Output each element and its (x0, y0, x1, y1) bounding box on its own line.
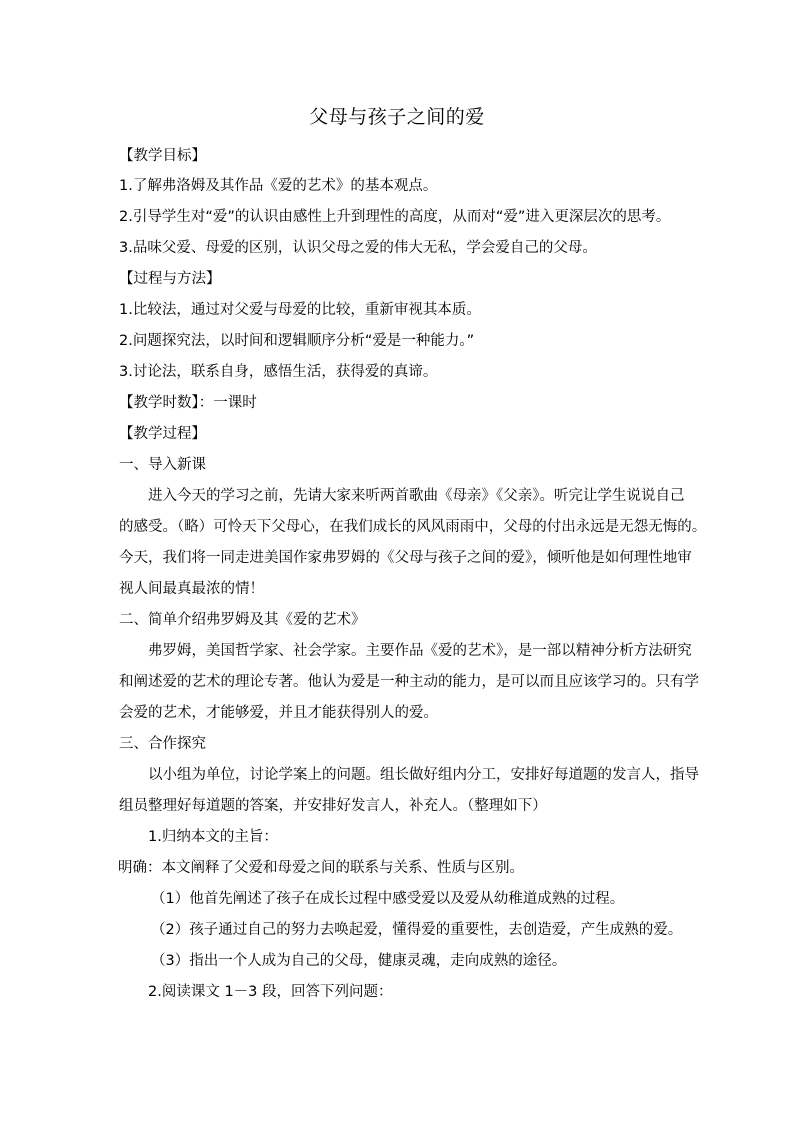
answer-point-1: （1）他首先阐述了孩子在成长过程中感受爱以及爱从幼稚道成熟的过程。 (151, 891, 625, 907)
objective-line-3: 3.品味父爱、母爱的区别，认识父母之爱的伟大无私，学会爱自己的父母。 (119, 240, 597, 256)
answer-clarification: 明确：本文阐释了父爱和母爱之间的联系与关系、性质与区别。 (118, 860, 524, 876)
subheading-cooperation: 三、合作探究 (119, 736, 206, 752)
section-heading-hours: 【教学时数】：一课时 (119, 395, 257, 411)
method-line-1: 1.比较法，通过对父爱与母爱的比较，重新审视其本质。 (119, 302, 481, 318)
paragraph-line: 和阐述爱的艺术的理论专著。他认为爱是一种主动的能力，是可以而且应该学习的。只有学 (119, 674, 699, 690)
paragraph-line: 今天，我们将一同走进美国作家弗罗姆的《父母与孩子之间的爱》，倾听他是如何理性地审 (119, 550, 692, 566)
subheading-author: 二、简单介绍弗罗姆及其《爱的艺术》 (119, 612, 366, 628)
question-2: 2.阅读课文 1－3 段，回答下列问题： (148, 984, 393, 1000)
document-title: 父母与孩子之间的爱 (309, 106, 485, 128)
answer-point-3: （3）指出一个人成为自己的父母，健康灵魂，走向成熟的途径。 (151, 953, 567, 969)
paragraph-line: 组员整理好每道题的答案，并安排好发言人，补充人。（整理如下） (119, 798, 547, 814)
section-heading-methods: 【过程与方法】 (119, 271, 221, 287)
paragraph-line: 会爱的艺术，才能够爱，并且才能获得别人的爱。 (119, 705, 438, 721)
paragraph-line: 视人间最真最浓的情！ (119, 581, 264, 597)
objective-line-1: 1.了解弗洛姆及其作品《爱的艺术》的基本观点。 (119, 178, 438, 194)
paragraph-line: 以小组为单位，讨论学案上的问题。组长做好组内分工，安排好每道题的发言人，指导 (148, 767, 699, 783)
objective-line-2: 2.引导学生对“爱”的认识由感性上升到理性的高度，从而对“爱”进入更深层次的思考。 (119, 209, 671, 225)
section-heading-objectives: 【教学目标】 (119, 148, 206, 164)
answer-point-2: （2）孩子通过自己的努力去唤起爱，懂得爱的重要性，去创造爱，产生成熟的爱。 (151, 922, 683, 938)
section-heading-process: 【教学过程】 (119, 426, 206, 442)
paragraph-line: 的感受。（略）可怜天下父母心，在我们成长的风风雨雨中，父母的付出永远是无怨无悔的。 (119, 519, 707, 535)
method-line-3: 3.讨论法，联系自身，感悟生活，获得爱的真谛。 (119, 364, 438, 380)
subheading-intro: 一、导入新课 (119, 457, 206, 473)
paragraph-line: 进入今天的学习之前，先请大家来听两首歌曲《母亲》《父亲》。听完让学生说说自己 (148, 488, 685, 504)
method-line-2: 2.问题探究法，以时间和逻辑顺序分析“爱是一种能力。” (119, 333, 475, 349)
paragraph-line: 弗罗姆，美国哲学家、社会学家。主要作品《爱的艺术》，是一部以精神分析方法研究 (148, 643, 692, 659)
question-1: 1.归纳本文的主旨： (148, 829, 278, 845)
